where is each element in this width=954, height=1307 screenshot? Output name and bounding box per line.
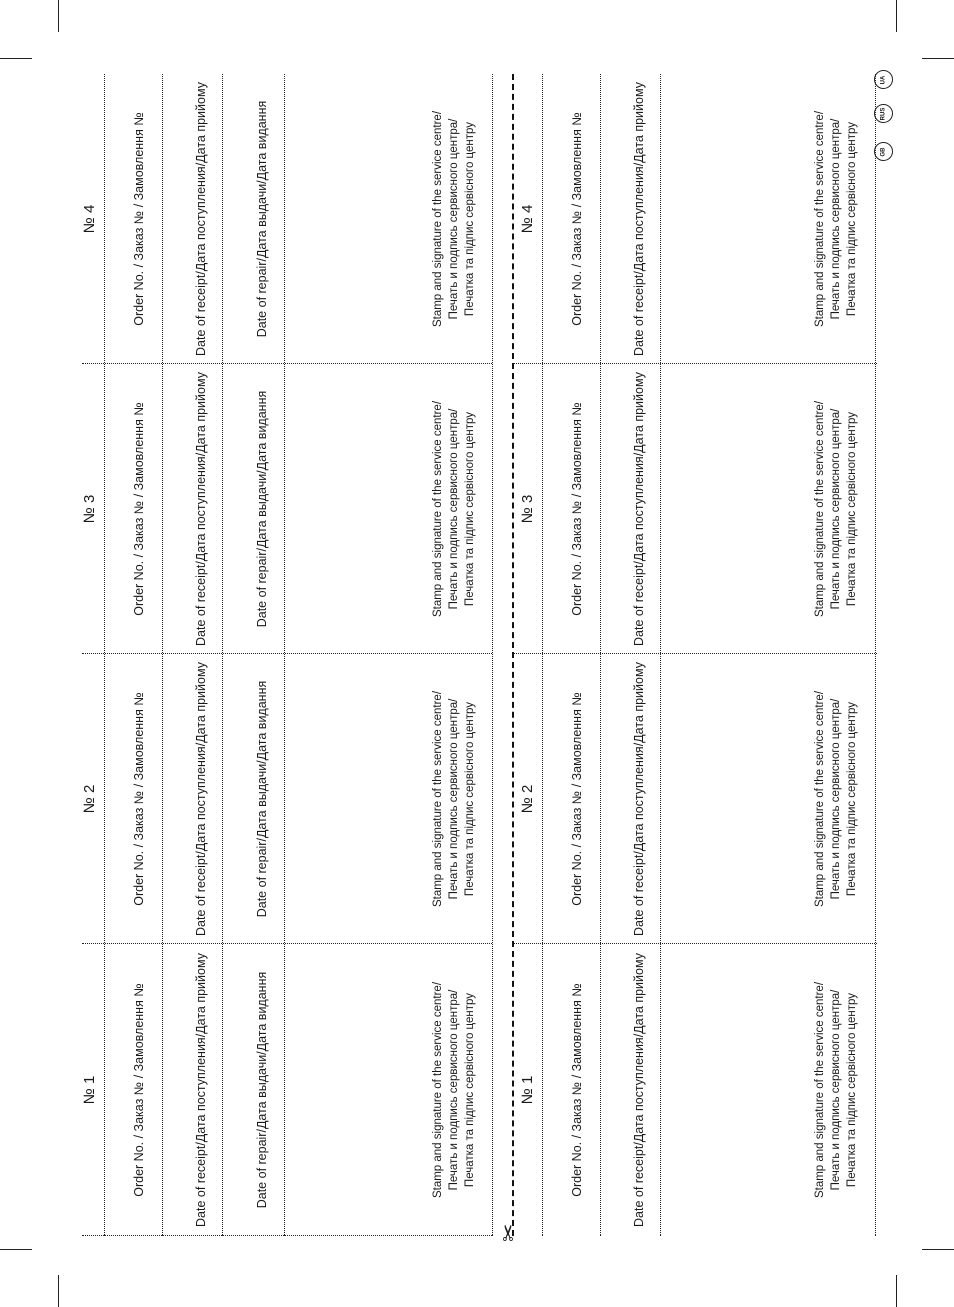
order-label: Order No. / Заказ № / Замовлення № xyxy=(570,983,584,1197)
coupon-number: № 4 xyxy=(81,204,98,234)
stamp-label-2: Печать и подпись сервисного центра/ xyxy=(448,408,460,610)
stamp-label-1: Stamp and signature of the service centre/ xyxy=(814,981,826,1199)
stub-2 xyxy=(82,654,877,944)
receipt-label: Date of receipt/Дата поступления/Дата прийому xyxy=(194,662,208,936)
stamp-label-2: Печать и подпись сервисного центра/ xyxy=(448,989,460,1191)
stamp-label-2: Печать и подпись сервисного центра/ xyxy=(830,118,842,320)
receipt-label: Date of receipt/Дата поступления/Дата прийому xyxy=(632,372,646,646)
language-badge-ua: UA xyxy=(874,70,893,89)
order-label: Order No. / Заказ № / Замовлення № xyxy=(570,692,584,906)
order-label: Order No. / Заказ № / Замовлення № xyxy=(132,983,146,1197)
stub-number: № 4 xyxy=(519,204,536,234)
warranty-coupons-sheet xyxy=(81,74,877,1242)
stamp-label-3: Печатка та підпис сервісного центру xyxy=(464,411,476,607)
stamp-label-2: Печать и подпись сервисного центра/ xyxy=(830,989,842,1191)
stamp-label-3: Печатка та підпис сервісного центру xyxy=(464,121,476,317)
receipt-label: Date of receipt/Дата поступления/Дата прийому xyxy=(632,82,646,356)
stub-number: № 1 xyxy=(519,1075,536,1105)
receipt-label: Date of receipt/Дата поступления/Дата прийому xyxy=(194,953,208,1227)
stamp-label-3: Печатка та підпис сервісного центру xyxy=(846,121,858,317)
stub-number: № 2 xyxy=(519,784,536,814)
stamp-label-1: Stamp and signature of the service centre/ xyxy=(814,110,826,328)
stamp-label-3: Печатка та підпис сервісного центру xyxy=(846,701,858,897)
receipt-label: Date of receipt/Дата поступления/Дата прийому xyxy=(632,662,646,936)
receipt-label: Date of receipt/Дата поступления/Дата прийому xyxy=(194,82,208,356)
stamp-label-3: Печатка та підпис сервісного центру xyxy=(846,411,858,607)
coupon-number: № 2 xyxy=(81,784,98,814)
stamp-label-1: Stamp and signature of the service centre/ xyxy=(432,690,444,908)
receipt-label: Date of receipt/Дата поступления/Дата прийому xyxy=(194,372,208,646)
stamp-label-2: Печать и подпись сервисного центра/ xyxy=(830,408,842,610)
order-label: Order No. / Заказ № / Замовлення № xyxy=(570,112,584,326)
repair-label: Date of repair/Дата выдачи/Дата видання xyxy=(255,100,269,338)
stamp-label-3: Печатка та підпис сервісного центру xyxy=(846,992,858,1188)
stub-number: № 3 xyxy=(519,494,536,524)
language-badge-gb: GB xyxy=(874,142,893,161)
order-label: Order No. / Заказ № / Замовлення № xyxy=(570,402,584,616)
stub-3 xyxy=(82,364,877,654)
order-label: Order No. / Заказ № / Замовлення № xyxy=(132,402,146,616)
stamp-label-1: Stamp and signature of the service centre/ xyxy=(432,400,444,618)
order-label: Order No. / Заказ № / Замовлення № xyxy=(132,692,146,906)
stamp-label-2: Печать и подпись сервисного центра/ xyxy=(448,698,460,900)
stamp-label-3: Печатка та підпис сервісного центру xyxy=(464,992,476,1188)
stub-1 xyxy=(82,944,877,1236)
repair-label: Date of repair/Дата выдачи/Дата видання xyxy=(255,680,269,918)
coupon-number: № 3 xyxy=(81,494,98,524)
repair-label: Date of repair/Дата выдачи/Дата видання xyxy=(255,390,269,628)
stamp-label-1: Stamp and signature of the service centre/ xyxy=(814,400,826,618)
order-label: Order No. / Заказ № / Замовлення № xyxy=(132,112,146,326)
stamp-label-2: Печать и подпись сервисного центра/ xyxy=(830,698,842,900)
language-badge-rus: RUS xyxy=(874,104,893,123)
repair-label: Date of repair/Дата выдачи/Дата видання xyxy=(255,971,269,1209)
stamp-label-1: Stamp and signature of the service centre/ xyxy=(814,690,826,908)
stamp-label-1: Stamp and signature of the service centre/ xyxy=(432,981,444,1199)
stub-4 xyxy=(82,74,877,364)
coupon-number: № 1 xyxy=(81,1075,98,1105)
receipt-label: Date of receipt/Дата поступления/Дата прийому xyxy=(632,953,646,1227)
stamp-label-3: Печатка та підпис сервісного центру xyxy=(464,701,476,897)
stamp-label-1: Stamp and signature of the service centre/ xyxy=(432,110,444,328)
stamp-label-2: Печать и подпись сервисного центра/ xyxy=(448,118,460,320)
scissors-icon: ✂ xyxy=(496,1223,521,1242)
